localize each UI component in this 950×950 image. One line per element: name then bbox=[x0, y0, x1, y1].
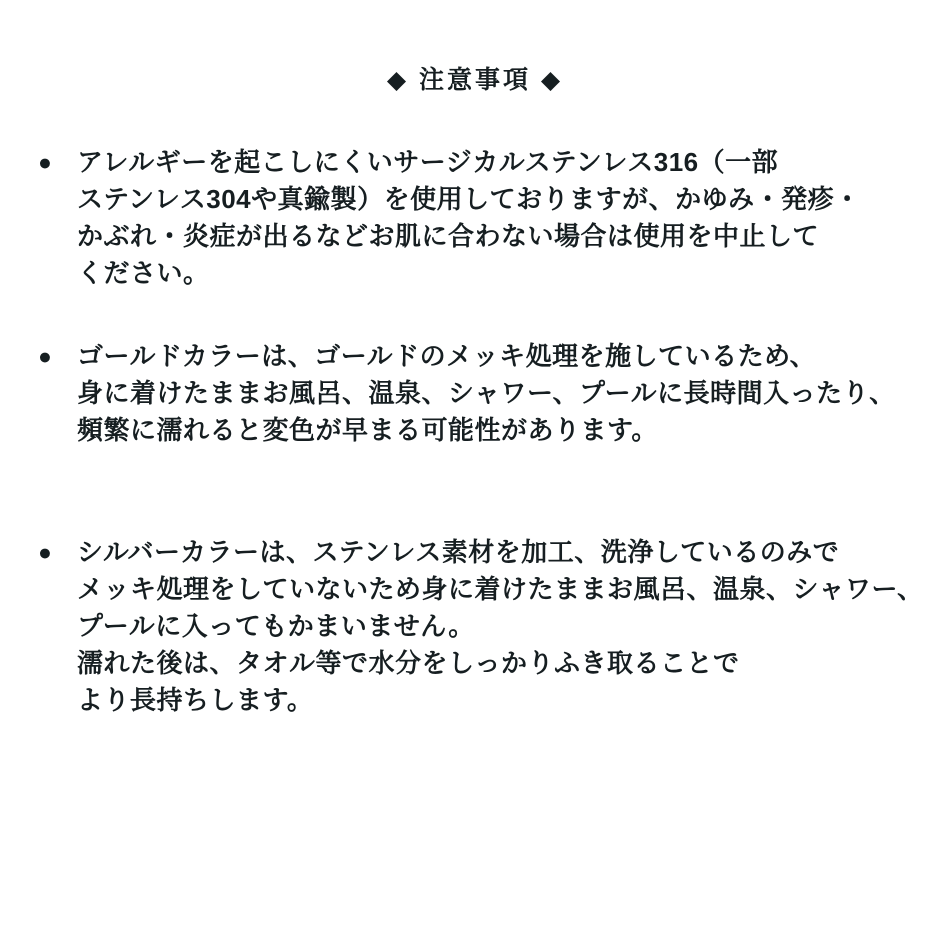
note-line: ください。 bbox=[77, 258, 210, 288]
note-line: アレルギーを起こしにくいサージカルステンレス316（一部 bbox=[77, 147, 779, 177]
bullet-icon: ● bbox=[38, 539, 52, 565]
note-text bbox=[77, 144, 930, 292]
note-item-silver-color bbox=[38, 534, 930, 719]
bullet-icon: ● bbox=[38, 149, 52, 175]
notice-list bbox=[0, 144, 950, 719]
note-line: ゴールドカラーは、ゴールドのメッキ処理を施しているため、 bbox=[77, 341, 817, 371]
notice-title: ◆ 注意事項 ◆ bbox=[386, 66, 564, 94]
bullet-icon: ● bbox=[38, 343, 52, 369]
note-line: メッキ処理をしていないため身に着けたままお風呂、温泉、シャワー、 bbox=[77, 574, 924, 604]
note-item-allergy bbox=[38, 144, 930, 292]
note-line: 身に着けたままお風呂、温泉、シャワー、プールに長時間入ったり、 bbox=[77, 378, 896, 408]
note-item-gold-color bbox=[38, 338, 930, 449]
note-line: ステンレス304や真鍮製）を使用しておりますが、かゆみ・発疹・ bbox=[77, 184, 861, 214]
note-line: 頻繁に濡れると変色が早まる可能性があります。 bbox=[77, 415, 658, 445]
note-line: かぶれ・炎症が出るなどお肌に合わない場合は使用を中止して bbox=[77, 221, 820, 251]
note-text bbox=[77, 534, 930, 719]
note-line: プールに入ってもかまいません。 bbox=[77, 611, 475, 641]
note-text bbox=[77, 338, 930, 449]
note-line: 濡れた後は、タオル等で水分をしっかりふき取ることで bbox=[77, 648, 740, 678]
note-line: より長持ちします。 bbox=[77, 685, 314, 715]
note-line: シルバーカラーは、ステンレス素材を加工、洗浄しているのみで bbox=[77, 537, 840, 567]
